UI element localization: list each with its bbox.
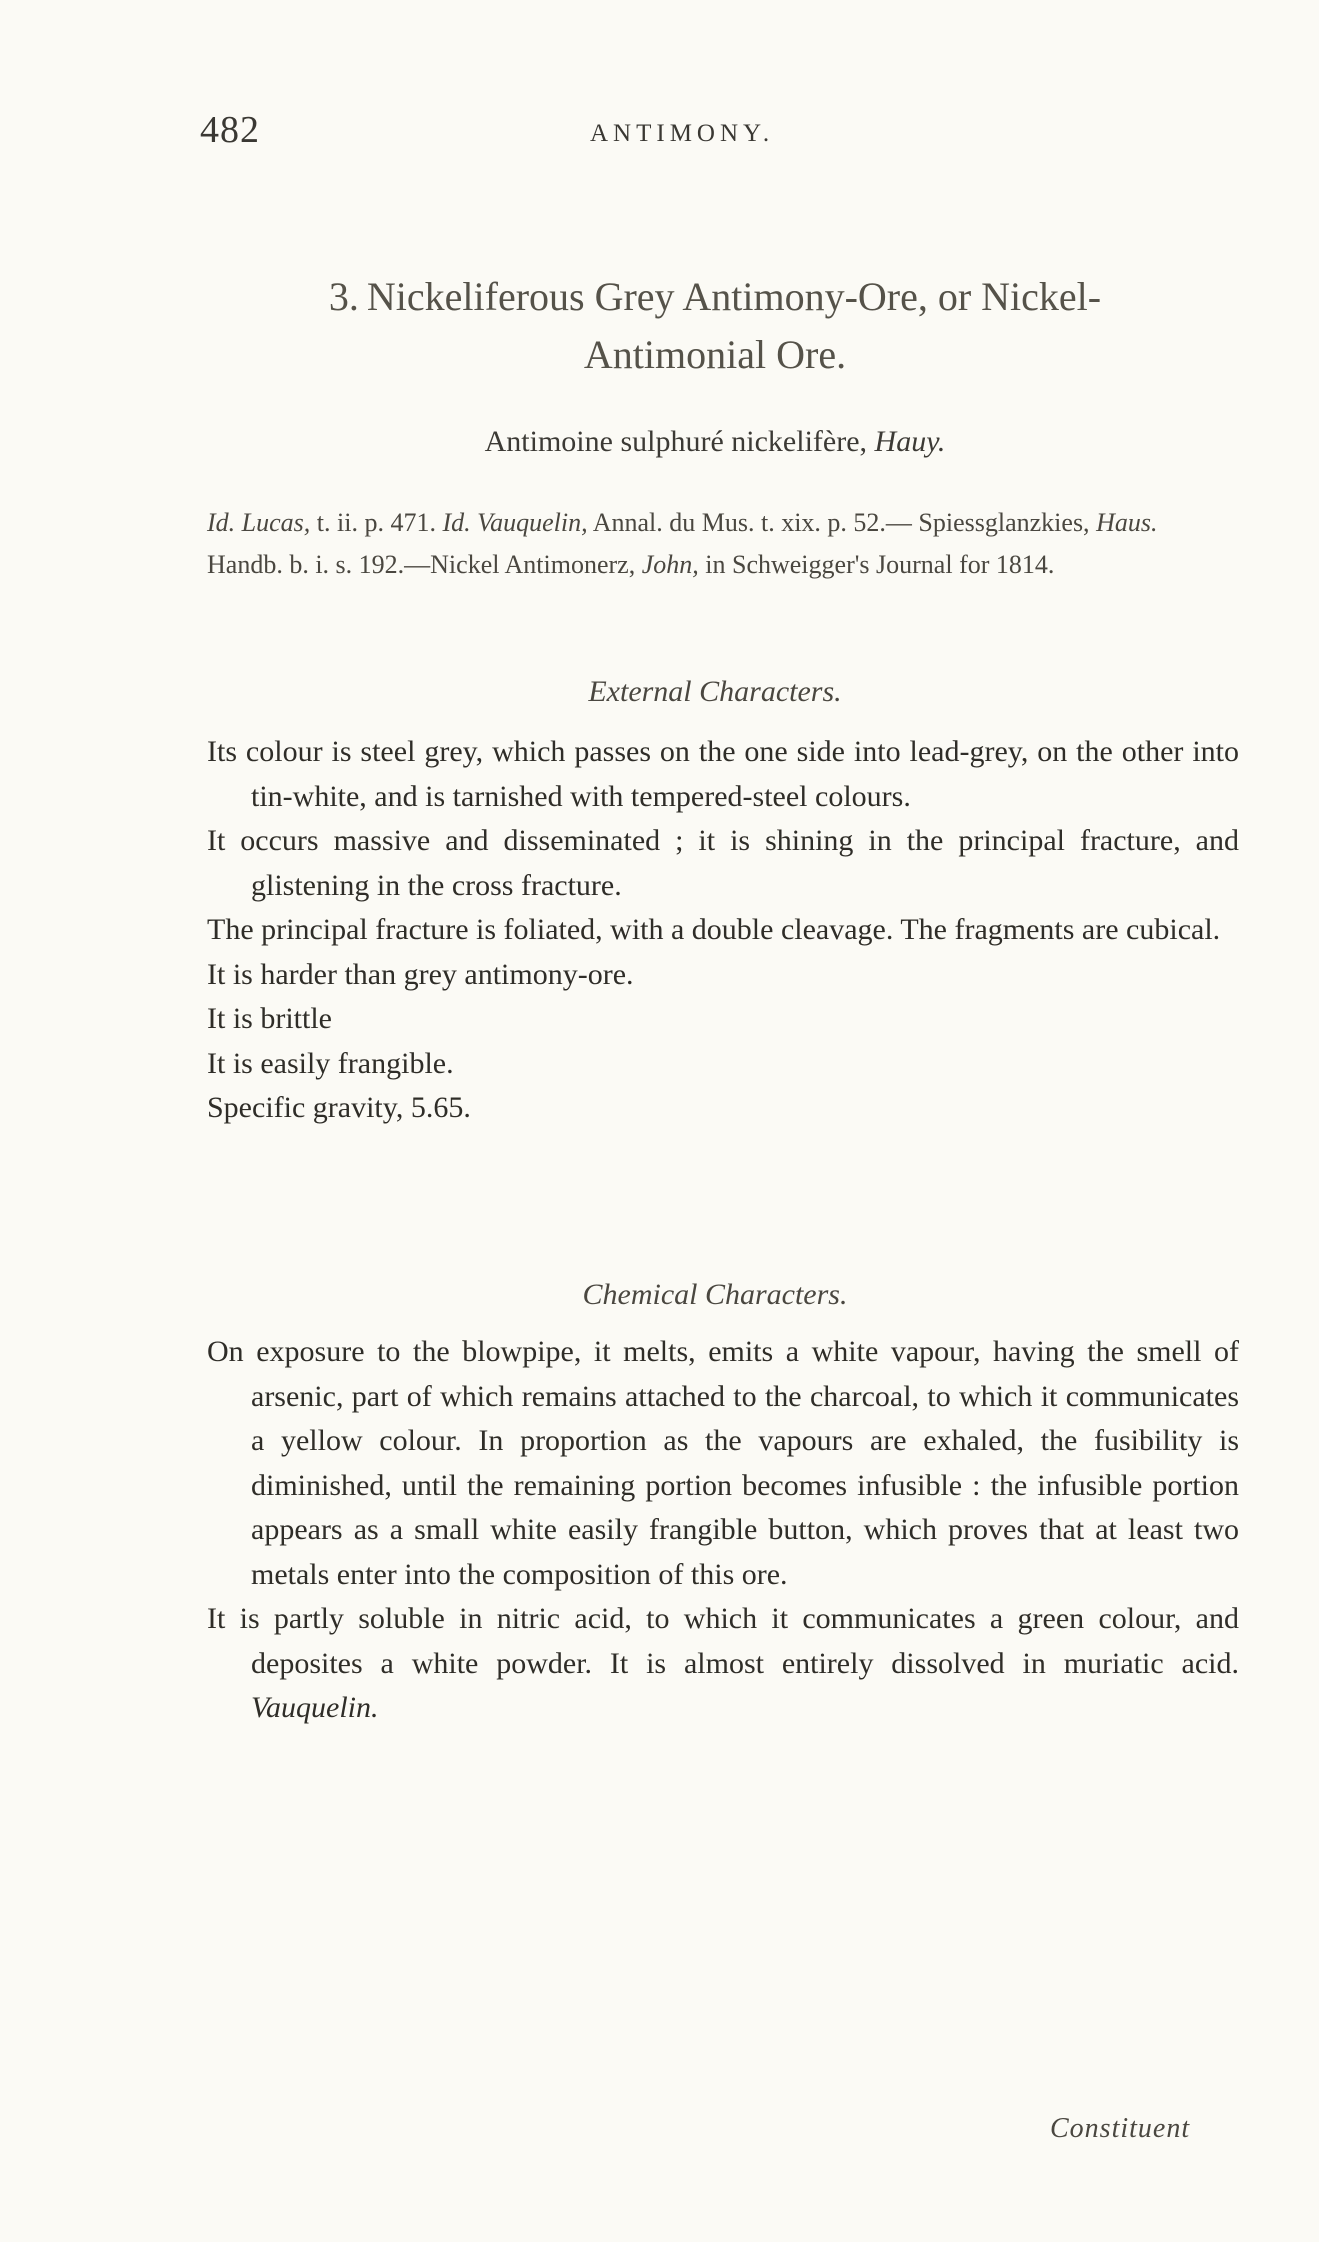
ref-text-john: in Schweigger's Journal for 1814. <box>705 550 1055 579</box>
running-title: ANTIMONY. <box>590 120 775 147</box>
section-heading <box>175 268 1255 384</box>
catchword: Constituent <box>1050 2113 1191 2144</box>
ref-author-lucas: Id. Lucas, <box>207 508 311 537</box>
chemical-characters-body <box>207 1330 1239 1731</box>
chemical-paragraph-2-author: Vauquelin. <box>251 1691 379 1724</box>
ref-author-john: John, <box>641 550 699 579</box>
synonym-line <box>175 425 1255 459</box>
ref-text-lucas: t. ii. p. 471. <box>316 508 436 537</box>
chemical-paragraph-2 <box>207 1597 1239 1731</box>
ref-text-haus: Handb. b. i. s. 192.—Nickel Antimonerz, <box>207 550 636 579</box>
external-paragraph: It occurs massive and disseminated ; it is shining in the principal fracture, and glistening in the cross fracture. <box>207 824 1239 902</box>
external-characters-body <box>207 730 1239 1131</box>
chemical-characters-title: Chemical Characters. <box>582 1278 848 1311</box>
chemical-paragraph-1: On exposure to the blowpipe, it melts, emits a white vapour, having the smell of arsenic, part of which remains attached to the charcoal, to which it communicates a yellow colour. In proportion as the vapours are exhaled, the fusibility is diminished, until the remaining portion becomes infusible : the infusible portion appears as a small white easily frangible button, which proves that at least two metals enter into the composition of this ore. <box>207 1335 1239 1591</box>
external-paragraph: Specific gravity, 5.65. <box>207 1091 471 1124</box>
external-paragraph: It is brittle <box>207 1002 332 1035</box>
references-block <box>207 502 1239 586</box>
ref-text-vauquelin: Annal. du Mus. t. xix. p. 52.— Spiessglanzkies, <box>592 508 1090 537</box>
external-paragraph: Its colour is steel grey, which passes on the one side into lead-grey, on the other into tin-white, and is tarnished with tempered-steel colours. <box>207 735 1239 813</box>
external-paragraph: The principal fracture is foliated, with a double cleavage. The fragments are cubical. <box>207 913 1221 946</box>
heading-text-1: Nickeliferous Grey Antimony-Ore, or Nickel- <box>366 274 1102 319</box>
chemical-paragraph-2-text: It is partly soluble in nitric acid, to which it communicates a green colour, and deposites a white powder. It is almost entirely dissolved in muriatic acid. <box>207 1602 1239 1680</box>
external-paragraph: It is easily frangible. <box>207 1046 454 1080</box>
heading-number: 3. <box>328 274 359 319</box>
heading-line-2: Antimonial Ore. <box>583 332 847 377</box>
synonym-author: Hauy. <box>874 425 946 458</box>
ref-author-haus: Haus. <box>1096 508 1158 537</box>
heading-line-1 <box>175 268 1255 326</box>
external-characters-title: External Characters. <box>588 675 842 708</box>
running-head <box>200 108 1200 158</box>
external-paragraph: It is harder than grey antimony-ore. <box>207 957 634 991</box>
page-number: 482 <box>200 109 260 151</box>
ref-author-vauquelin: Id. Vauquelin, <box>442 508 588 537</box>
synonym-text: Antimoine sulphuré nickelifère, <box>484 425 868 458</box>
